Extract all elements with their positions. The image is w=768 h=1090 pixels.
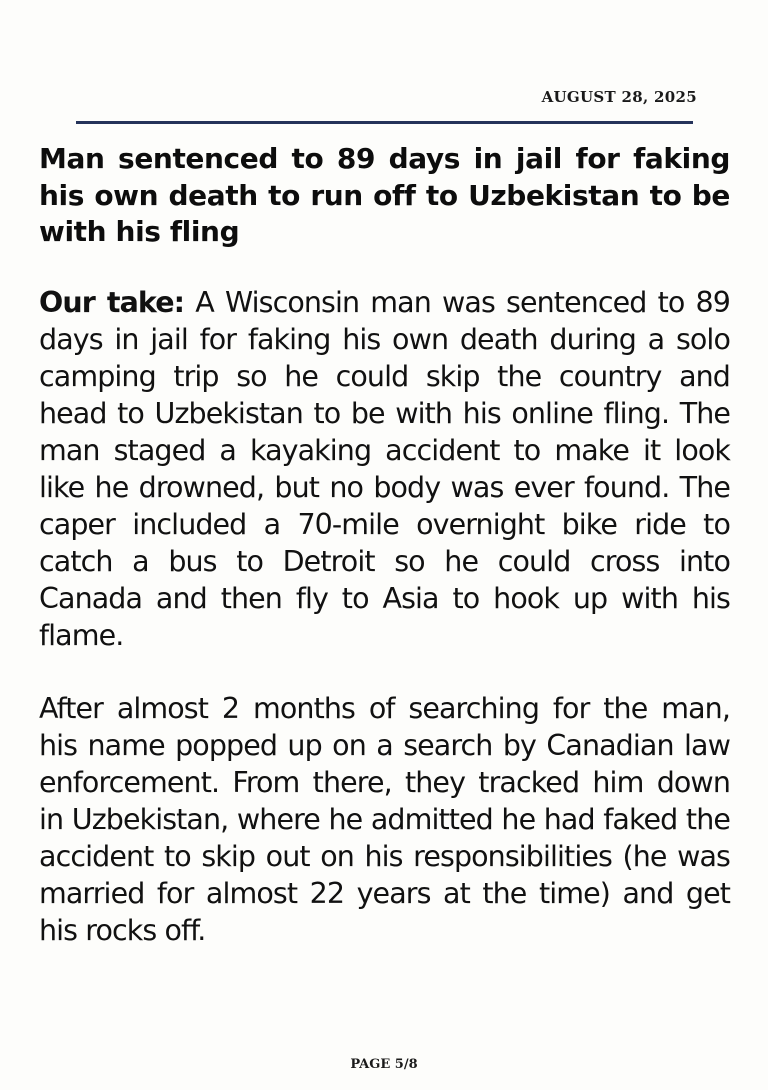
article-paragraph-1 xyxy=(39,284,730,654)
our-take-label: Our take: xyxy=(39,286,185,319)
article-headline: Man sentenced to 89 days in jail for faking his own death to run off to Uzbekistan to be with his fling xyxy=(39,142,730,248)
publication-date: AUGUST 28, 2025 xyxy=(541,88,697,106)
header-divider xyxy=(76,121,693,124)
article-paragraph-2: After almost 2 months of searching for the man, his name popped up on a search by Canadian law enforcement. From there, they tracked him down in Uzbekistan, where he admitted he had faked the accident to skip out on his responsibilities (he was married for almost 22 years at the time) and get his rocks off. xyxy=(39,692,730,947)
paragraph-1-text: A Wisconsin man was sentenced to 89 days in jail for faking his own death during a solo camping trip so he could skip the country and head to Uzbekistan to be with his online fling. The man staged a kayaking accident to make it look like he drowned, but no body was ever found. The caper included a 70-mile overnight bike ride to catch a bus to Detroit so he could cross into Canada and then fly to Asia to hook up with his flame. xyxy=(39,286,730,652)
page-number: PAGE 5/8 xyxy=(350,1057,418,1072)
